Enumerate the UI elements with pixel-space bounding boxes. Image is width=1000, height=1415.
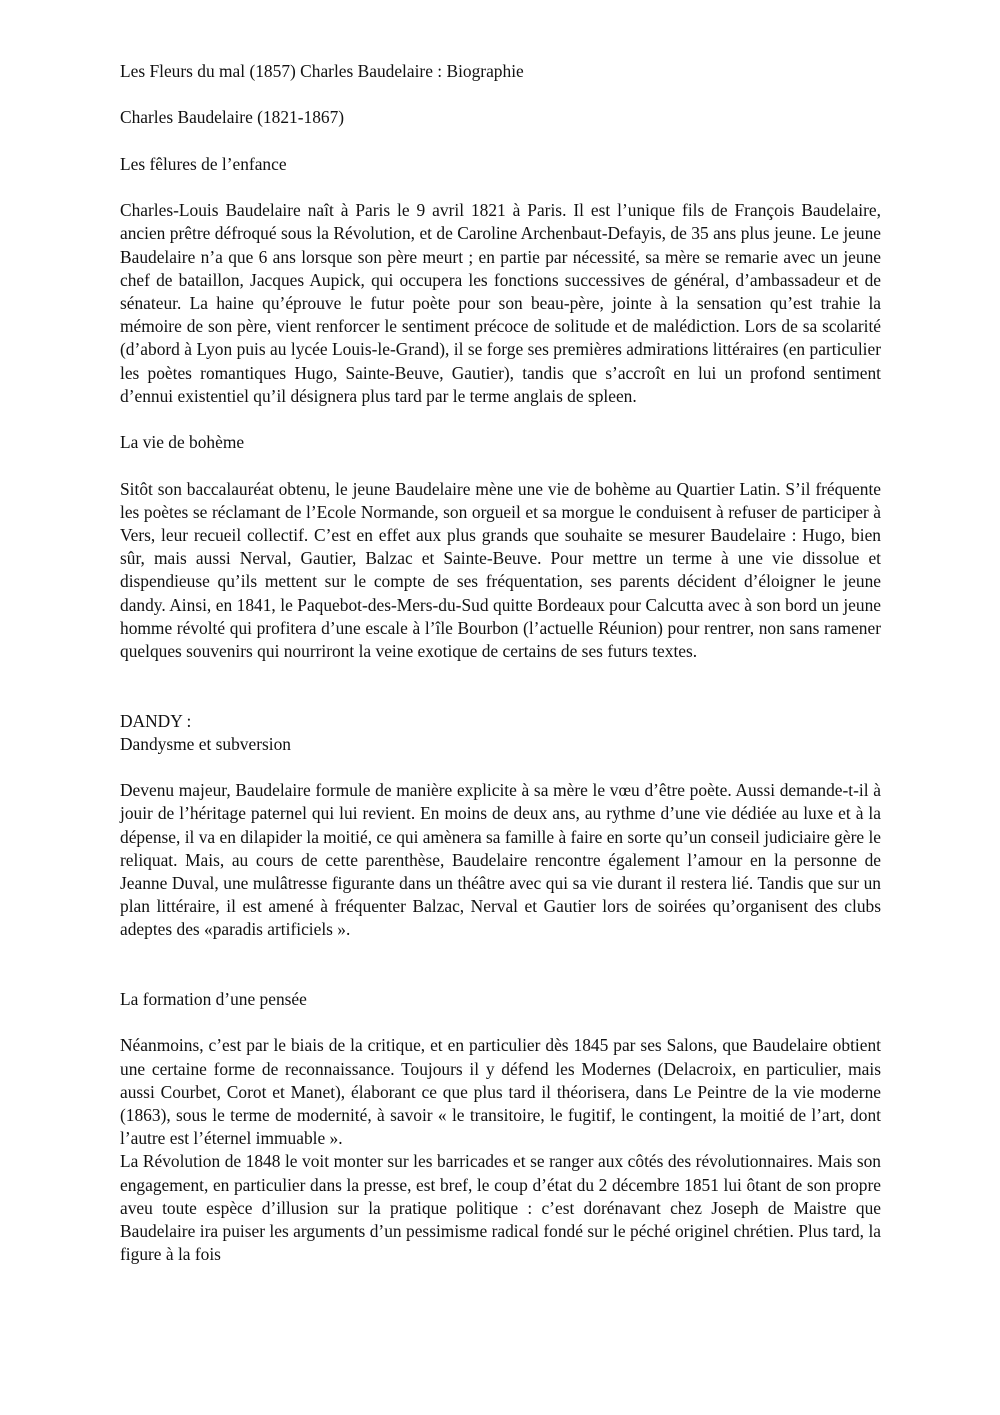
section-heading-enfance: Les fêlures de l’enfance [120,153,287,174]
paragraph-pensee-1: Néanmoins, c’est par le biais de la critique, et en particulier dès 1845 par ses Salons, que Baudelaire obtient une certaine forme de reconnaissance. Toujours il y défend les Modernes (Delacroix, en particulier, mais aussi Courbet, Corot et Manet), élaborant ce que plus tard il théorisera, dans Le Peintre de la vie moderne (1863), sous le terme de modernité, à savoir « le transitoire, le fugitif, le contingent, la moitié de l’art, dont l’autre est l’éternel immuable ». [120,1035,881,1149]
paragraph-pensee-2: La Révolution de 1848 le voit monter sur les barricades et se ranger aux côtés des révolutionnaires. Mais son engagement, en particulier dans la presse, est bref, le coup d’état du 2 décembre 1851 lui ôtant de son propre aveu toute espèce d’illusion sur la pratique politique : c’est dorénavant chez Joseph de Maistre que Baudelaire ira puiser les arguments d’un pessimisme radical fondé sur le péché originel chrétien. Plus tard, la figure à la fois [120,1151,881,1265]
document-page [120,60,881,1266]
section-label-dandy: DANDY : [120,710,192,731]
section-heading-pensee: La formation d’une pensée [120,988,307,1009]
document-title: Les Fleurs du mal (1857) Charles Baudelaire : Biographie [120,61,524,81]
author-heading: Charles Baudelaire (1821-1867) [120,107,345,128]
section-heading-dandysme: Dandysme et subversion [120,733,291,754]
paragraph-boheme: Sitôt son baccalauréat obtenu, le jeune Baudelaire mène une vie de bohème au Quartier Latin. S’il fréquente les poètes se réclamant de l’Ecole Normande, son orgueil et sa morgue le conduisent à refuser de participer à Vers, leur recueil collectif. C’est en effet aux plus grands que souhaite se mesurer Baudelaire : Hugo, bien sûr, mais aussi Nerval, Gautier, Balzac et Sainte-Beuve. Pour mettre un terme à une vie dissolue et dispendieuse qu’ils mettent sur le compte de ses fréquentation, ses parents décident d’éloigner le jeune dandy. Ainsi, en 1841, le Paquebot-des-Mers-du-Sud quitte Bordeaux pour Calcutta avec à son bord un jeune homme révolté qui profitera d’une escale à l’île Bourbon (l’actuelle Réunion) pour rentrer, non sans ramener quelques souvenirs qui nourriront la veine exotique de certains de ses futurs textes. [120,478,881,661]
paragraph-dandysme: Devenu majeur, Baudelaire formule de manière explicite à sa mère le vœu d’être poète. Aussi demande-t-il à jouir de l’héritage paternel qui lui revient. En moins de deux ans, au rythme d’une vie dédiée au luxe et à la dépense, il va en dilapider la moitié, ce qui amènera sa famille à faire en sorte qu’un conseil judiciaire gère le reliquat. Mais, au cours de cette parenthèse, Baudelaire rencontre également l’amour en la personne de Jeanne Duval, une mulâtresse figurante dans un théâtre avec qui sa vie durant il restera lié. Tandis que sur un plan littéraire, il est amené à fréquenter Balzac, Nerval et Gautier lors de soirées qu’organisent des clubs adeptes des «paradis artificiels ». [120,780,881,940]
paragraph-enfance: Charles-Louis Baudelaire naît à Paris le 9 avril 1821 à Paris. Il est l’unique fils de François Baudelaire, ancien prêtre défroqué sous la Révolution, et de Caroline Archenbaut-Defayis, de 35 ans plus jeune. Le jeune Baudelaire n’a que 6 ans lorsque son père meurt ; en partie par nécessité, sa mère se remarie avec un jeune chef de bataillon, Jacques Aupick, qui occupera les fonctions successives de général, d’ambassadeur et de sénateur. La haine qu’éprouve le futur poète pour son beau-père, jointe à la sensation qu’est trahie la mémoire de son père, vient renforcer le sentiment précoce de solitude et de malédiction. Lors de sa scolarité (d’abord à Lyon puis au lycée Louis-le-Grand), il se forge ses premières admirations littéraires (en particulier les poètes romantiques Hugo, Sainte-Beuve, Gautier), tandis que s’accroît en lui un profond sentiment d’ennui existentiel qu’il désignera plus tard par le terme anglais de spleen. [120,200,881,406]
section-heading-boheme: La vie de bohème [120,432,245,453]
